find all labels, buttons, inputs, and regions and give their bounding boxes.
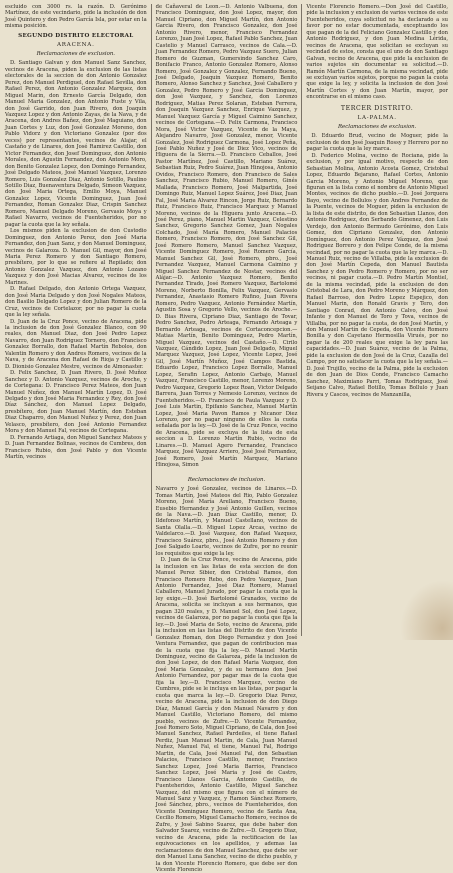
district-heading: TERCER DISTRITO. <box>340 104 414 112</box>
place-heading: ARACENA. <box>56 41 95 48</box>
column-rule <box>301 4 302 636</box>
place-heading: LA-PALMA. <box>357 114 397 121</box>
paragraph: D. Rafael Delgado, don Antonio Ortega Vazquez, don José Maria Delgado y don José Nogales Mateos, don Basilio Delgado Lopez y don Julian Romero de la Cruz, vecinos de Cortelazor, por no pagar la cuota que la ley señala. <box>5 286 147 319</box>
column-2 <box>156 4 298 873</box>
paragraph: D. Juan de la Cruz Ponce, vecino de Aracena, pide la inclusion de don José Gonzalez Blanco, con 90 reales, don Manuel Diaz, don José Pedro Lopez Navarro, don Juan Rodriguez Tornero, don Francisco Gonzalez Borrallo, don Rafael Martín Rebolos, don Valentin Romero y don Andres Romero, vecinos de la Nava, y de Aracena don Rafael de Rioja y Castillo y D. Dionisio Gonzalez Mestre, vecinos de Almonaster. <box>5 318 147 370</box>
paragraph: escluido con 3000 rs. la razón. D. Gerónimo Martínez, de este vecindario, pide la inclusión de don José Quintero y don Pedro García Isla, por estar en la misma posición. <box>5 4 147 30</box>
paragraph: Los mismos piden la exclusion de don Custodio Dominguez, don Antonio Perez, don José Maria Fernandez, don Juan Sanz, y don Manuel Dominguez, vecinos de Galaroza. D. Manuel Gil, mayor, don José Maria Perez Romero y don Santiago Romero, presbítero, por lo que se refiere al Repilado; don Antonio Gonzalez Vazquez, don Antonio Lozano Vazquez y don José Macias Alvarez, vecinos de los Marines. <box>5 228 147 286</box>
paragraph: D. Juan de la Cruz Ponce, vecino de Aracena, pide la inclusion en las listas de esta seccion de don Manuel Perez Sibier, don Cristobal Ramos, don Francisco Romero Rebo, don Pedro Vazquez, Juan Antonio Fernandez, José Diaz Romero, Manuel Caballero, Manuel Jurado, por pagar la cuota que la ley exige.—D. José Bartolomé Granados, vecino de Aracena, solicita se incluyan a sus hermanos, que pagan 320 reales, y D. Manuel Sol, don José Lopez, vecinos de Galaroza, por no pagar la cuota que fija la ley.—D. José Maria de Soto, vecino de Aracena, pide la inclusion en las listas del Distrito de don Vicente Gonzalez Roman, don Diego Fernandez y don José Ventura Fernandez, que pagan de contribucion mas de la cuota que fija la ley.—D. Manuel Martín Dominguez, vecino de Galaroza, pide la inclusion de don José Lopez, de don Rafael Maria Vazquez, don José Maria Gonzalez, y de su hermano don José Antonio Fernandez, por pagar mas de la cuota que fija la ley.—D. Francisco Marquez, vecino de Cumbres, pide se le incluya en las listas, por pagar la cuota que marca la ley.—D. Gregorio Diaz Perez, vecino de Aracena, pide la inclusion de don Diego Díaz, Manuel García y don Manuel Navarro y don Manuel Castillo, Victoriano Romero, del mismo pueblo, vecinos de Zufre.—D. Vicente Fernandez, José Romero Soto, Miguel Cipriano, de Cala, don José Manuel Sanchez, Rafael Pardeiles, el tiene Rafael Perdiz, Juan Manuel Martin, de Cala, Juan Manuel Nuñez, Manuel Fal, el tiene, Manuel Fal, Rodrigo Martin, de Cala, José Manuel Fal, don Sebastian Palacios, Francisco Castillo, menor, Francisco Sanchez Lopez, José Maria Barrios, Francisco Sanchez Lopez, José Maria y José de Castro, Francisco Llanos Garcia, Antonio Castillo, de Fuenteheridos, Antonio Castillo, Miguel Sanchez Vazquez, del mismo que figura con el número de Manuel Sanz y Vazquez, y Ramon Sánchez Romero, José Sánchez, pbro., vecinos de Fuenteheridos, don Vicente Dominguez Romero, vecino de Santa Ana, Cecilio Romero, Miguel Camacho Romero, vecinos de Zufre, y José Sabino Suarez, que debe haber don Salvador Suarez, vecino de Zufre.—D. Gregorio Diaz, vecino de Aracena, pide la rectificacion de las equivocaciones en los apellidos, y ademas las reclamaciones de don Manuel Sanchez, que debe ser don Manuel Luna Sanchez, vecino de dicho pueblo, y la don Vicente Florencio Romero, que debe ser don Vicente Florencio <box>155 557 298 873</box>
paragraph: D. Federico Molina, vecino de Rociana, pide la exclusion, y por igual motivo, respecto de don Sebastian Molina, Antonio Acosta Gomez, Cristobal Lopez, Eduardo Bejarano, Rafael Cortes, Antonio Garcia Moreno, y Antonio Miguel Moreno, que figuran en la lista como el nombre de Antonio Miguel Montes, vecinos de dicho pueblo.—D. José Jorquera Bayo, vecino de Bollulos y don Andres Fernandez de la Puente, vecinos de Moguer, piden la exclusion de la lista de este distrito, de don Sebastian Llanos, don Antonio Rodriguez, don Serbando Gimenez, don Luis Verdejo, don Antonio Bermudo Gerónimo, don Luis Gomez, don Cipriano Gonzalez, don Antonio Domínguez, don Antonio Perez Vázquez, don José Rodriguez Borrero y don Felipe Conde, de la misma vecindad, por no pagar la cuota que la ley marca.—D. Manuel Ruiz, vecino de Villalba, pide la exclusion de don José Martín Cepeda, don Manuel Bautista Sanchez y don Pedro Romero y Romero, por no ser vecinos, ni pagar cuota.—D. Pedro Martín Montiel, de la misma vecindad, pide la exclusion de don Cristobal de Lara, don Pedro Moreno y Márquez, don Rafael Barroso, don Pedro Lopez Espejico, don Manuel Marin, don Ronald Gravis y Tero, don Santiago Conrad, don Antonio Calvo, don José Infante y don Manuel de Toro y Tova, vecinos de Villalba, por no pagar la cuota, de don José Martín, y don Manuel Martín de Cepeda, don Vicente Romero Bonilla y don Cayetano Hermosilla Virués, por no pagar la de 200 reales que exige la ley para las capacidades.—D. Juan Suárez, vecino de la Palma, pide la exclusion de don José de la Cruz, Cazalla del Campo, por no satisfacer la cuota que la ley señala.—D. José Trujillo, vecino de la Palma, pide la exclusion de don Juan de Dios Conde, Francisco Camacho Sanchez, Maximiano Parri, Tomas Rodriguez, José Seijano Calvo, Rafael Botillo, Tomas Bollulo y Juan Rivera y Cascos, vecinos de Manzanilla, <box>306 152 448 398</box>
column-rule <box>151 4 152 636</box>
paragraph: de Cañaveral de Leon.—D. Antonio Valbuena, don Francisco Dominguez, don José Lopez, mayor, don Manuel Cipriano, don Miguel Martín, don Antonio Garcia Rivero, don Francisco Gonzalez, don José Antonio Rivero, menor, Francisco Fernandez Lorenzo, Juan José Lopez, Rafael Pablo Sanchez, Juan Castelio y Manuel Carrasco, vecinos de Cala.—D. Juan Fernandez Romero, Pedro Vazquez Suero, Julian Romero de Guzman, Gumersindo Sanchez Caro, Bonifacio Franco, Antonio Gonzalez Romero, Alonso Romero, José Gonzalez y Gonzalez, Fernando Bueno, José Delgado, Joaquin Vazquez Romero, Benito Romero, Alonso Sanchez y Sanchez, José Caballero y Gonzalez, Pedro Romero y José Garcia Dominguez, don José Vazquez, y Sanchez, don Lorenzo Rodriguez, Matias Perez Solaran, Esteban Ferrera, don Joaquin Vazquez Sanchez, Enrique Vazquez, y Manuel Vazquez García y Miguel Caimino Sanchez, vecinos de Cortegana.—D. Felix Carmona, Francisco Mora, José Victor Vazquez, Vicente de la Maya, Alejandro Navarro, José Gonzalez, menor, Vicente Gonzalez, José Rodriguez Carmona, José Lopez Peña, José Pablo Nuñez y José de Diez Vico, vecinos de Higuera de la Sierra.—D. Francisco Ceballos, José Pastor Martínez, José Castillo, Mariano Suárez, Sebastian Ruiz, Pedro Suárez, Juan Hinojosa, Antonio Ovidos, Francisco Romero, don Francisco de Sales Sanchez, Francisco Rubio, Manuel Romero, Ginés Mallada, Francisco Romero, José Malpartida, José Domingo Ruiz, Manuel Lopez Suárez, José Diaz, Juan Fal, José Maria Alvarez Rincon, Jorge Ruiz, Bernardo Ruiz, Francisco Ruiz, Francisco Marquez y Manuel Moreno, vecinos de la Higuera junto Aracena.—D. José Perez, piano, Manuel Martin Vazquez, Celestino Sanchez, Gregorio Sanchez Gomez, Juan Nogales Colchado, José María Romero, Manuel Palacios Romero, Francisco Romero, don José Sanchez Gil, José Romero Romero, Manuel Sanchez Vazquez, Vicente Dominguez Romero, José Romero García, Manuel Sanchez Gil, José Romero, pbro., José Fernandez Vazquez, Manuel Carmona Caimino y Miguel Sanchez Fernandez de Nostar, vecinos del Alájar.—D. Antonio Vazquez Romero, Benito Fernandez Tirado, José Romero Vazquez, Bartolomé Moreno, Norberto Bonilla, Felix Vazquez, Gervasio Fernandez, Anastasio Romero Rufino, Juan Rivera Romero, Pedro Vazquez, Antonio Fernández Martín, Agustin Sosa y Gregorio Vello, vecinos de Aroche.—D. Bias Rivera, Cipriano Diaz, Santiago de Tovar, Pedro Sanchez, Pedro Arteaga, Fernando Arteaga y Bernardo Arteaga, vecinos de Cortaconcepcion.—Matias Martín, Benito Dominguez, Pedro Martín, Miguel Vazquez, vecinos del Castaño.—D. Cirilo Vazquez, Cándido Lopez, Juan José Delgado, Miguel Marquez Vazquez, José Lopez, Vicente Lopez, José Gil, José Martín Muñoz, José Campos Bastida, Eduardo Lopez, Francisco Lopez Borrallo, Manuel Lopez, Serafin Lopez, Antonio Carbajo, Manuel Vazquez, Francisco Castillo, menor, Lorenzo Moreno, Pedro Vazquez, Gregorio Lopez Roan, Victor Delgado Barrera, Juan Torres y Nemesio Lorenzo, vecinos de Fuenteheridos.—D. Francisco de Paula Vazquez y D. José Luis Martin, Epifanio Sanchez, Manuel Martín Lopez, José Maria Pavon Ramos y Nicanor Diez Lorenzo, por no pagar ninguno de ellos la cuota señalada por la ley.—D. José de la Cruz Ponce, vecino de Aracena, pide se excluya de la lista de esta seccion a D. Lorenzo Martín Rubio, vecino de Linares.—D. Manuel Agero Fernandez, Francisco Marquez, José Vazquez Arriero, José José Fernandez, José Romero, José Martín Marquez, Mariano Hinojosa, Simon <box>155 4 298 469</box>
column-1 <box>5 4 147 873</box>
paragraph: D. Fernando Artiaga, don Miguel Sanchez Mateos y D. Juan Fernandez Bolinas, vecinos de Cumbres, don Francisco Rubio, don José Pablo y don Vicente Martín, vecinos <box>5 434 147 461</box>
column-3 <box>306 4 448 873</box>
district-heading: SEGUNDO DISTRITO ELECTORAL <box>18 32 134 39</box>
paragraph: D. Santiago Galvan y don Manuel Sanz Sanchez, vecinos de Aracena, piden la exclusion de las listas electorales de la seccion de don Antonio Gonzalez Perez, don Manuel Perdiguel, don Rafael Sevilla, don Rafael Perez, don Antonio Gonzalez Marquez, don Miguel Marin, don Ernesto García Delgado, don Manuel Maria Gonzalez, don Antonio Fuste y Vila, don José Garrido, don Juan Rivero, don Joaquin Vazquez Lopez y don Antonio Zayas, de la Nava, y de Aracena, don Andres Bañez, don José Maguiano, don Juan Cortes y Luz, don José Gonzalez Moreno, don Pablo Vidorz y don Victoriano Gonzalez (por dos veces) por representantes, vecinos de Alajar, el Castaño y de Linares, don José Ramirez Castillo, don Victor Fernandez, don Josef Dominguez, don Antonio Morales, don Agustin Fernandez, don Antonio Moro, don Benito Gonzalez Lopez, don Domingo Fernandez, José Delgado Mateos, José Manuel Vazquez, Lorenzo Romero, Luis Gonzalez Diaz, Antonio Sotillo, Paulino Sotillo Diaz, Buenaventura Delgado, Simeon Vazquez, don José Maria Ortega, Emilio Moya, Manuel Gonzalez Lopez, Vicente Dominguez, Juan José Fernandez, Roman Gonzalez Diaz, Crispin Sanchez Romero, Manuel Delgado Moreno, Gervasio Moya y Rafael Navarro, vecinos de Fuenteheridos, por no pagar la cuota que la ley señala. <box>5 60 147 228</box>
paragraph: D. Eduardo Brud, vecino de Moguer, pide la exclusion de don José Joaquin Rossy y Herrero por no pagar la cuota que la ley marca. <box>306 133 448 153</box>
paragraph: Navarro y José Gonzalez, vecinos de Linares.—D. Tomas Martín, José Mateos del Rio, Pablo Gonzalez Moreno, José María Arellano, Francisco Bueno, Eusebio Hernandez y José Antonio Guillen, vecinos de la Nava.—D. Juan Díaz Castillo, menor, D. Ildefonso Martín, y Manuel Castellano, vecinos de Santa Olalla.—D. Miguel Lopez Arcas, vecino de Valdelarco.—D. José Vazquez, don Rafael Vazquez, Francisco Suárez, pbro., José Antonio Romero y don José Salgado Loarte, vecinos de Zufre, por no reunir los requisitos que exige la ley. <box>155 486 298 557</box>
paragraph: Vicente Florencio Romero.—Don José del Castillo, pide la inclusion y exclusion de varios vecinos de este Fuenteheridos, cuya solicitud no ha declarado a su favor por no estar documentada, exceptuando los que pagan de la del Feliciano Gonzalez Castillo y don Antonio Rodriguez, y don Juan Medina Lérida, vecinos de Aracena, que solicitan se excluyan su vecindad de estos, consta que el uno de don Santiago Galvan, vecino de Aracena, que pide la exclusion de varios sujetos sin documentar su solicitud.—D. Ramón Martín Carmona, de la misma vecindad, pide se excluyan varios sujetos, porque no pagan la cuota que exige la ley, y solicita la inclusion de don José Martín Cortes y don Juan Martín, mayor, por encontrarse en el mismo caso. <box>306 4 448 101</box>
section-heading: Reclamaciones de exclusion. <box>36 50 116 57</box>
section-heading: Reclamaciones de inclusion. <box>187 476 266 483</box>
section-heading: Reclamaciones de exclusion. <box>337 123 417 130</box>
paragraph: D. Felix Sanchez, D. Juan Rivero, D. José Muñoz Sanchez y D. Antonio Vazquez, vecinos de Aroche, y de Cortegana: D. Francisco Perez Mateos, don Juan Manuel Nuñez, don Manuel Martín Lopez, D. José Delgado y don José Maria Fernandez y Rey, don José Díaz Sánchez, don Manuel Lopez Delgado, presbítero, don Juan Manuel Martín, don Esteban Diaz Chaparro, don Manuel Nuñez y Perez, don Juan Velasco, presbítero, don José Antonio Fernandez Mora y don Manuel Fal, vecinos de Cortegana. <box>5 370 147 435</box>
